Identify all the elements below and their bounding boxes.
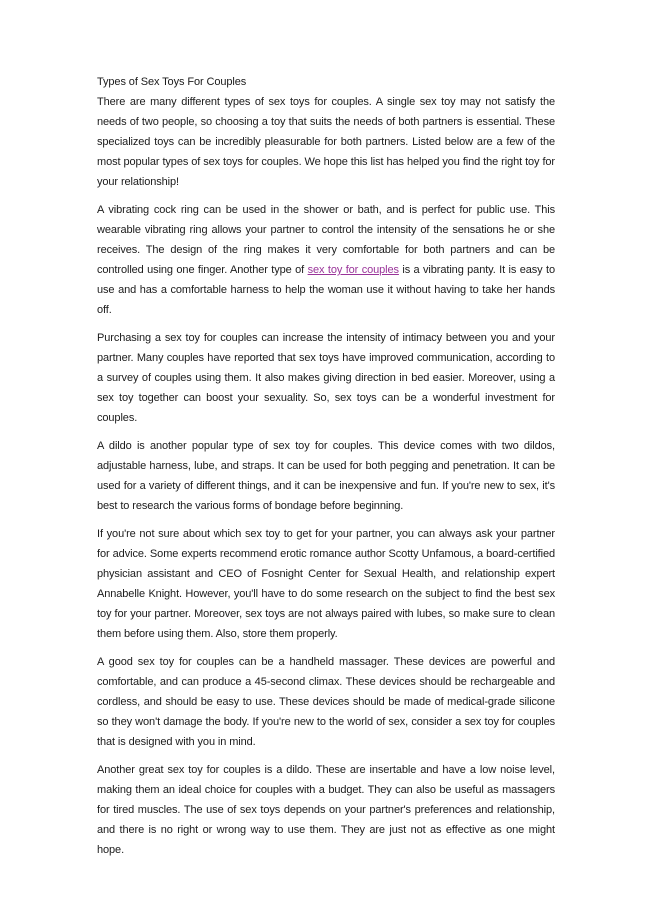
paragraph-vibrating-ring-text-before: A vibrating cock ring can be used in the shower or bath, and is perfect for public use. This wearable vibrating ring allows your partner to control the intensity of the sensations he or she receives. The design of the ring makes it very comfortable for both partners and can be controlled using one finger. Another type of [97,204,555,276]
paragraph-advice: If you're not sure about which sex toy to get for your partner, you can always ask your partner for advice. Some experts recommend erotic romance author Scotty Unfamous, a board-certified physician assistant and CEO of Fosnight Center for Sexual Health, and relationship expert Annabelle Knight. However, you'll have to do some research on the subject to find the best sex toy for your partner. Moreover, sex toys are not always paired with lubes, so make sure to clean them before using them. Also, store them properly. [97,528,555,640]
paragraph-massager: A good sex toy for couples can be a handheld massager. These devices are powerful and comfortable, and can produce a 45-second climax. These devices should be rechargeable and cordless, and should be easy to use. These devices should be made of medical-grade silicone so they won't damage the body. If you're new to the world of sex, consider a sex toy for couples that is designed with you in mind. [97,656,555,748]
paragraph-purchasing: Purchasing a sex toy for couples can increase the intensity of intimacy between you and your partner. Many couples have reported that sex toys have improved communication, according to a survey of couples using them. It also makes giving direction in bed easier. Moreover, using a sex toy together can boost your sexuality. So, sex toys can be a wonderful investment for couples. [97,332,555,424]
paragraph-another-dildo: Another great sex toy for couples is a dildo. These are insertable and have a low noise level, making them an ideal choice for couples with a budget. They can also be useful as massagers for tired muscles. The use of sex toys depends on your partner's preferences and relationship, and there is no right or wrong way to use them. They are just not as effective as one might hope. [97,764,555,856]
paragraph-vibrating-ring-text-after: is a vibrating panty. It is easy to use and has a comfortable harness to help the woman use it without having to take her hands off. [97,264,556,316]
document-title: Types of Sex Toys For Couples [97,76,247,88]
paragraph-dildo: A dildo is another popular type of sex toy for couples. This device comes with two dildos, adjustable harness, lube, and straps. It can be used for both pegging and penetration. It can be used for a variety of different things, and it can be inexpensive and fun. If you're new to sex, it's best to research the various forms of bondage before beginning. [97,440,555,512]
sex-toy-for-couples-link[interactable]: sex toy for couples [307,264,399,276]
paragraph-intro: There are many different types of sex toys for couples. A single sex toy may not satisfy the needs of two people, so choosing a toy that suits the needs of both partners is essential. These specialized toys can be incredibly pleasurable for both partners. Listed below are a few of the most popular types of sex toys for couples. We hope this list has helped you find the right toy for your relationship! [97,96,555,188]
paragraph-vibrating-ring [97,200,555,320]
